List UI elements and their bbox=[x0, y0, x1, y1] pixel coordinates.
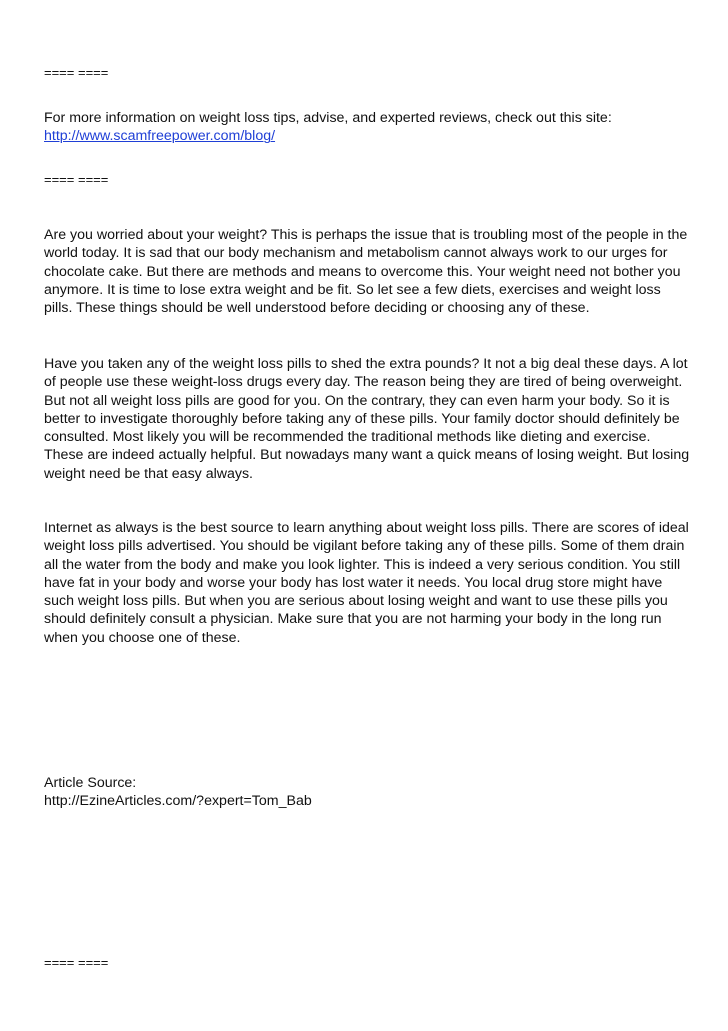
article-paragraph-3 bbox=[44, 519, 692, 647]
separator-bottom: ==== ==== bbox=[44, 955, 109, 970]
info-line: For more information on weight loss tips, advise, and experted reviews, check out this site: bbox=[44, 110, 612, 126]
article-source bbox=[44, 774, 692, 811]
paragraph-text: Internet as always is the best source to learn anything about weight loss pills. There are scores of ideal weight loss pills advertised. You should be vigilant before taking any of these pills. Some of them drain all the water from the body and make you look lighter. This is indeed a very serious condition. You still have fat in your body and worse your body has lost water it needs. You local drug store might have such weight loss pills. But when you are serious about losing weight and want to use these pills you should definitely consult a physician. Make sure that you are not harming your body in the long run when you choose one of these. bbox=[44, 520, 689, 646]
document-page bbox=[44, 0, 692, 1031]
article-paragraph-2 bbox=[44, 355, 692, 483]
paragraph-text: Are you worried about your weight? This is perhaps the issue that is troubling most of the people in the world today. It is sad that our body mechanism and metabolism cannot always work to our urges for chocolate cake. But there are methods and means to overcome this. Your weight need not bother you anymore. It is time to lose extra weight and be fit. So let see a few diets, exercises and weight loss pills. These things should be well understood before deciding or choosing any of these. bbox=[44, 227, 688, 317]
separator-top: ==== ==== bbox=[44, 65, 109, 80]
article-paragraph-1 bbox=[44, 226, 692, 317]
source-url: http://EzineArticles.com/?expert=Tom_Bab bbox=[44, 793, 312, 810]
info-link[interactable]: http://www.scamfreepower.com/blog/ bbox=[44, 128, 276, 145]
paragraph-text: Have you taken any of the weight loss pills to shed the extra pounds? It not a big deal these days. A lot of people use these weight-loss drugs every day. The reason being they are tired of being overweight. But not all weight loss pills are good for you. On the contrary, they can even harm your body. So it is better to investigate thoroughly before taking any of these pills. Your family doctor should definitely be consulted. Most likely you will be recommended the traditional methods like dieting and exercise. These are indeed actually helpful. But nowadays many want a quick means of losing weight. But losing weight need be that easy always. bbox=[44, 356, 690, 482]
separator-middle: ==== ==== bbox=[44, 172, 109, 187]
info-block bbox=[44, 109, 692, 146]
source-label: Article Source: bbox=[44, 775, 137, 791]
